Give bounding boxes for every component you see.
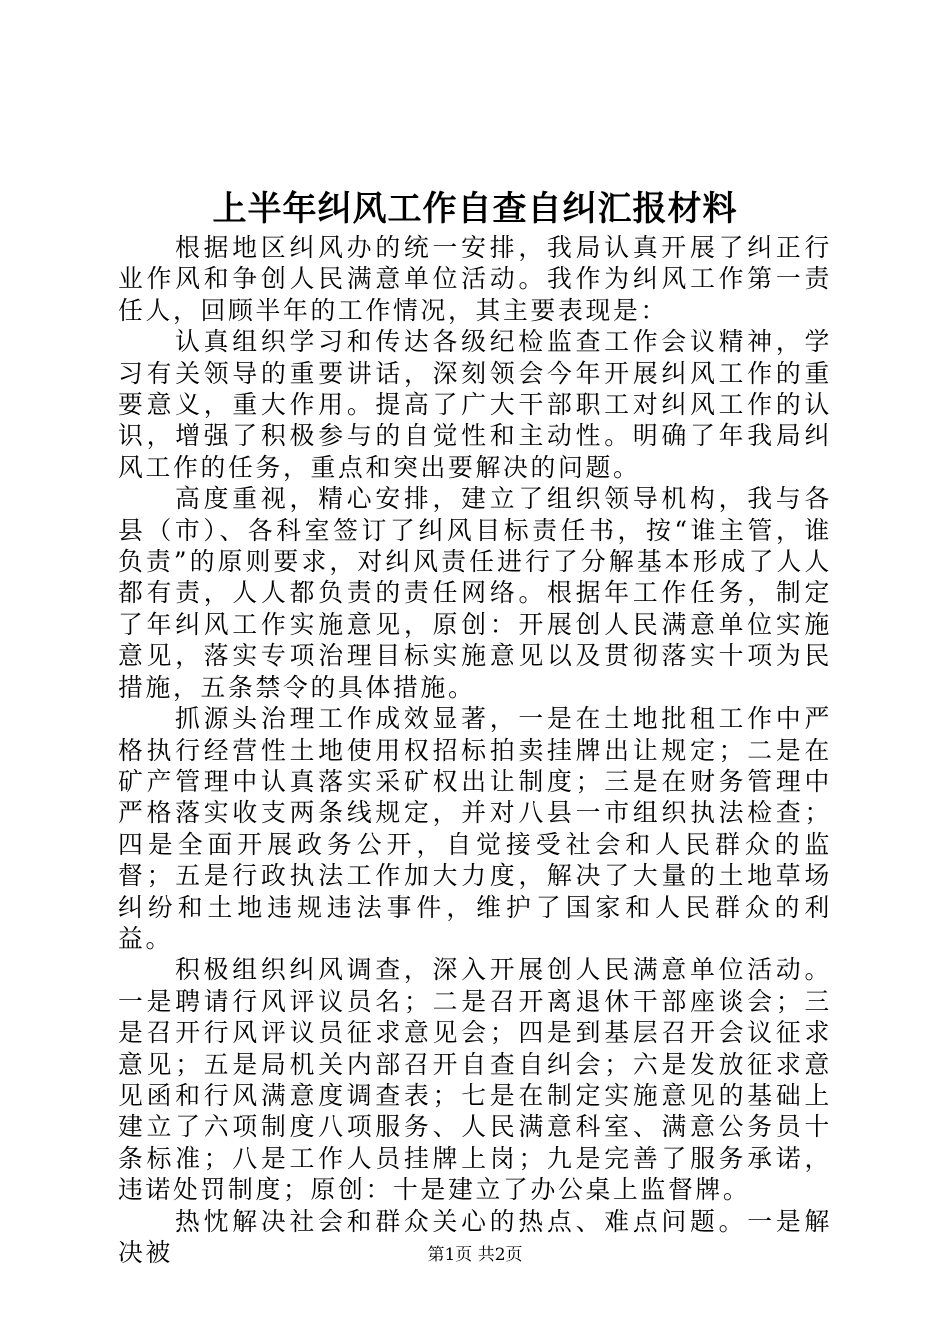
- page-number-footer: 第1页 共2页: [427, 1245, 523, 1265]
- document-title: 上半年纠风工作自查自纠汇报材料: [212, 189, 738, 229]
- paragraph-source-governance: 抓源头治理工作成效显著，一是在土地批租工作中严格执行经营性土地使用权招标拍卖挂牌出让规定；二是在矿产管理中认真落实采矿权出让制度；三是在财务管理中严格落实收支两条线规定，并对八县一市组织执法检查；四是全面开展政务公开，自觉接受社会和人民群众的监督；五是行政执法工作加大力度，解决了大量的土地草场纠纷和土地违规违法事件，维护了国家和人民群众的利益。: [118, 704, 832, 953]
- document-body: [118, 232, 832, 1268]
- paragraph-hot-issues: 热忱解决社会和群众关心的热点、难点问题。一是解决被: [118, 1206, 832, 1267]
- paragraph-investigation: 积极组织纠风调查，深入开展创人民满意单位活动。一是聘请行风评议员名；二是召开离退休干部座谈会；三是召开行风评议员征求意见会；四是到基层召开会议征求意见；五是局机关内部召开自查自纠会；六是发放征求意见函和行风满意度调查表；七是在制定实施意见的基础上建立了六项制度八项服务、人民满意科室、满意公务员十条标准；八是工作人员挂牌上岗；九是完善了服务承诺，违诺处罚制度；原创：十是建立了办公桌上监督牌。: [118, 955, 832, 1205]
- paragraph-study: 认真组织学习和传达各级纪检监查工作会议精神，学习有关领导的重要讲话，深刻领会今年开展纠风工作的重要意义，重大作用。提高了广大干部职工对纠风工作的认识，增强了积极参与的自觉性和主动性。明确了年我局纠风工作的任务，重点和突出要解决的问题。: [118, 327, 832, 482]
- paragraph-organization: 高度重视，精心安排，建立了组织领导机构，我与各县（市）、各科室签订了纠风目标责任书，按“谁主管，谁负责”的原则要求，对纠风责任进行了分解基本形成了人人都有责，人人都负责的责任网络。根据年工作任务，制定了年纠风工作实施意见，原创：开展创人民满意单位实施意见，落实专项治理目标实施意见以及贯彻落实十项为民措施，五条禁令的具体措施。: [118, 484, 832, 702]
- paragraph-intro: 根据地区纠风办的统一安排，我局认真开展了纠正行业作风和争创人民满意单位活动。我作为纠风工作第一责任人，回顾半年的工作情况，其主要表现是：: [118, 233, 832, 325]
